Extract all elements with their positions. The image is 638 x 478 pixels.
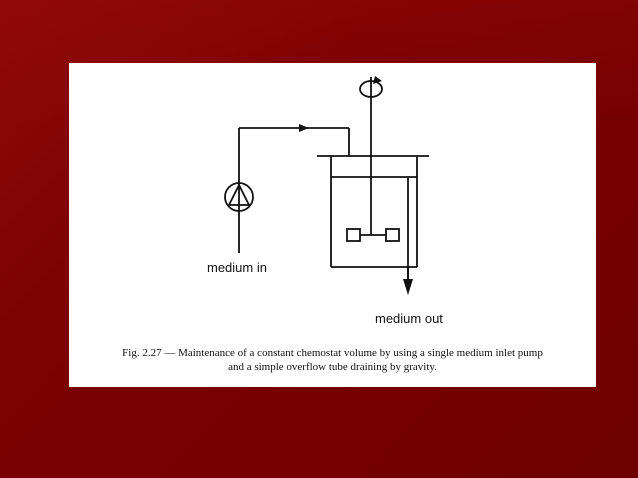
medium-out-label: medium out <box>375 311 443 326</box>
outlet-arrow-icon <box>403 279 413 295</box>
caption-line-2: and a simple overflow tube draining by gravity. <box>228 361 437 373</box>
chemostat-diagram <box>69 63 596 387</box>
flow-arrow-icon <box>299 124 309 132</box>
caption-line-1: Fig. 2.27 — Maintenance of a constant chemostat volume by using a single medium inlet pump <box>122 347 543 359</box>
impeller-blade-right <box>386 229 399 241</box>
figure-panel <box>69 63 596 387</box>
impeller-blade-left <box>347 229 360 241</box>
figure-caption <box>69 346 596 374</box>
medium-in-label: medium in <box>207 260 267 275</box>
